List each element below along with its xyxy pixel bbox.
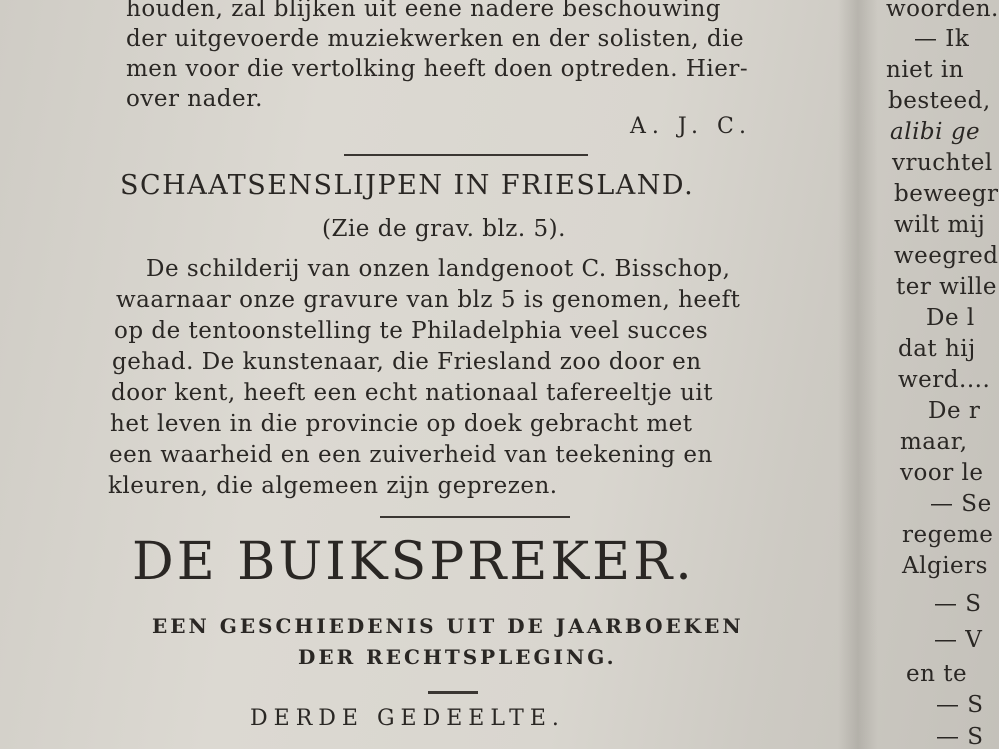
article-line: waarnaar onze gravure van blz 5 is genomen, heeft: [116, 287, 741, 313]
right-line: alibi ge: [890, 119, 981, 145]
separator-rule: [344, 154, 588, 156]
right-line: en te: [906, 661, 968, 687]
right-line: De l: [926, 305, 975, 331]
intro-line: over nader.: [126, 86, 263, 112]
story-title: DE BUIKSPREKER.: [132, 532, 695, 592]
short-rule: [428, 691, 478, 694]
right-line: vruchtel: [892, 150, 993, 176]
right-line: — S: [936, 692, 984, 718]
article-line: De schilderij van onzen landgenoot C. Bisschop,: [146, 256, 731, 282]
right-line: De r: [928, 398, 981, 424]
story-subtitle: DER RECHTSPLEGING.: [298, 645, 617, 669]
story-part: DERDE GEDEELTE.: [250, 706, 565, 731]
article-line: een waarheid en een zuiverheid van teekening en: [109, 442, 713, 468]
intro-line: houden, zal blijken uit eene nadere beschouwing: [126, 0, 722, 22]
intro-line: der uitgevoerde muziekwerken en der solisten, die: [126, 26, 745, 52]
intro-line: men voor die vertolking heeft doen optreden. Hier-: [126, 56, 749, 82]
article-line: op de tentoonstelling te Philadelphia veel succes: [114, 318, 709, 344]
right-line: weegred: [894, 243, 999, 269]
article-heading: SCHAATSENSLIJPEN IN FRIESLAND.: [120, 170, 695, 201]
right-line: regeme: [902, 522, 994, 548]
right-line: wilt mij: [894, 212, 986, 238]
article-line: het leven in die provincie op doek gebracht met: [110, 411, 693, 437]
right-column: [884, 0, 999, 749]
author-signature: A. J. C.: [630, 114, 753, 139]
right-line: — V: [934, 627, 983, 653]
article-line: kleuren, die algemeen zijn geprezen.: [108, 473, 558, 499]
right-line: woorden.: [886, 0, 999, 22]
right-line: dat hij: [898, 336, 976, 362]
article-line: gehad. De kunstenaar, die Friesland zoo door en: [112, 349, 702, 375]
right-line: Algiers: [902, 553, 988, 579]
right-line: — S: [934, 591, 982, 617]
right-line: beweegr: [894, 181, 999, 207]
page-fold-shadow: [838, 0, 878, 749]
right-line: niet in: [886, 57, 965, 83]
right-line: besteed,: [888, 88, 991, 114]
right-line: voor le: [900, 460, 984, 486]
right-line: — S: [936, 724, 984, 749]
right-line: ter wille: [896, 274, 998, 300]
right-line: maar,: [900, 429, 968, 455]
story-subtitle: EEN GESCHIEDENIS UIT DE JAARBOEKEN: [152, 614, 744, 638]
article-subheading: (Zie de grav. blz. 5).: [322, 216, 566, 242]
article-line: door kent, heeft een echt nationaal tafereeltje uit: [111, 380, 713, 406]
right-line: — Se: [930, 491, 992, 517]
right-line: werd....: [898, 367, 991, 393]
separator-rule: [380, 516, 570, 518]
right-line: — Ik: [914, 26, 970, 52]
